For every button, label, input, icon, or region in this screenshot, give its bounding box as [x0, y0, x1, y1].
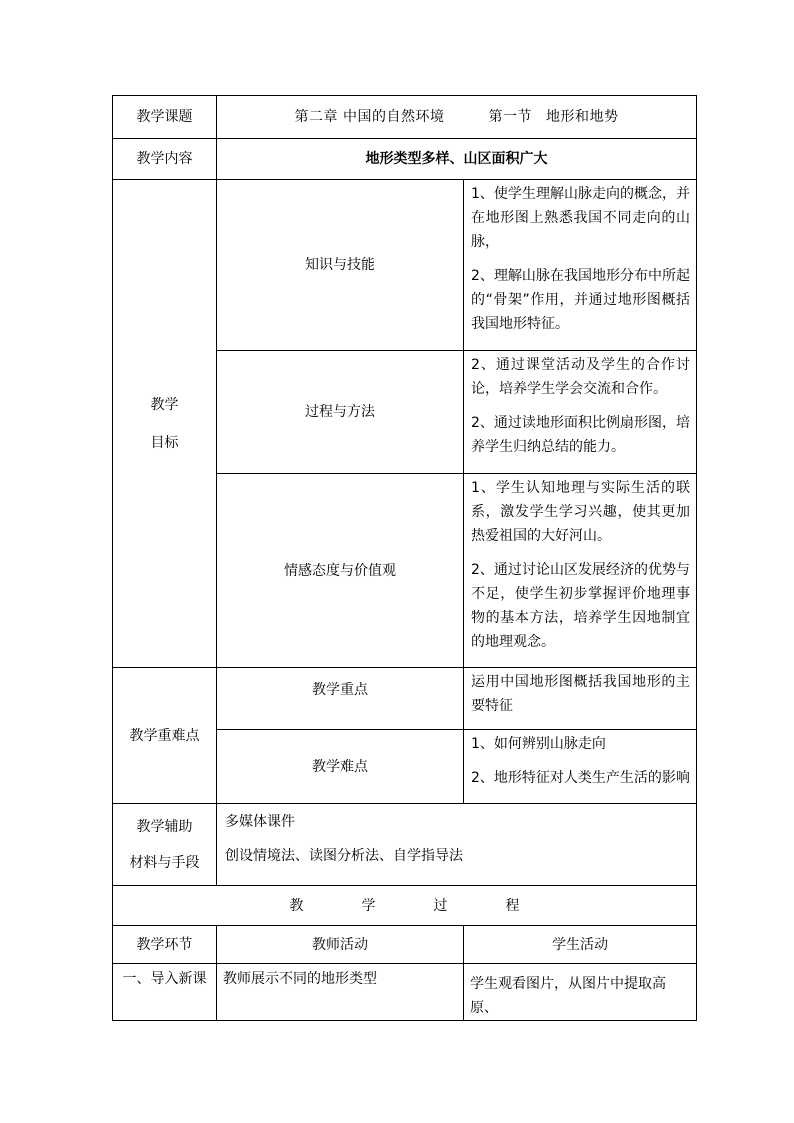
difficult-point-value — [464, 730, 697, 804]
aux-value: 多媒体课件 — [225, 814, 295, 830]
topic-value — [217, 96, 697, 139]
student-activity-cell: 学生观看图片，从图片中提取高原、 — [464, 964, 697, 1021]
process-heading-row — [113, 886, 697, 926]
topic-chapter: 第二章 中国的自然环境 — [294, 109, 445, 125]
difficult-point: 2、地形特征对人类生产生活的影响 — [471, 770, 690, 786]
lesson-plan-table — [112, 95, 697, 1021]
content-row — [113, 139, 697, 180]
topic-section: 第一节 — [488, 109, 532, 125]
objective-category: 知识与技能 — [217, 180, 464, 351]
topic-label: 教学课题 — [113, 96, 217, 139]
aux-label-line1: 教学辅助 — [136, 818, 193, 835]
table-row — [113, 964, 697, 1021]
process-char: 教 — [289, 897, 304, 914]
process-char: 学 — [361, 897, 376, 914]
topic-title: 地形和地势 — [545, 109, 619, 125]
key-point-value — [464, 668, 697, 730]
key-point-text: 运用中国地形图概括我国地形的主要特征 — [471, 674, 691, 714]
objective-point: 2、理解山脉在我国地形分布中所起的“骨架”作用，并通过地形图概括我国地形特征。 — [471, 268, 691, 332]
aux-row — [113, 804, 697, 886]
objectives-label — [113, 180, 217, 668]
process-char: 过 — [433, 897, 448, 914]
content-value: 地形类型多样、山区面积广大 — [217, 139, 697, 180]
objective-category: 过程与方法 — [217, 351, 464, 474]
objective-point: 1、使学生理解山脉走向的概念，并在地形图上熟悉我国不同走向的山脉， — [471, 186, 691, 250]
process-columns-row — [113, 926, 697, 964]
objectives-label-line2: 目标 — [150, 434, 179, 451]
objective-points — [464, 474, 697, 668]
objective-points — [464, 351, 697, 474]
objective-point: 2、通过课堂活动及学生的合作讨论，培养学生学会交流和合作。 — [471, 357, 691, 397]
content-label: 教学内容 — [113, 139, 217, 180]
key-point-row — [113, 668, 697, 730]
aux-label-line2: 材料与手段 — [129, 854, 200, 871]
stage-cell: 一、导入新课 — [113, 964, 217, 1021]
key-point-label: 教学重点 — [217, 668, 464, 730]
column-header-teacher: 教师活动 — [217, 926, 464, 964]
topic-row — [113, 96, 697, 139]
difficult-point-label: 教学难点 — [217, 730, 464, 804]
aux-label — [113, 804, 217, 886]
teacher-activity-cell: 教师展示不同的地形类型 — [217, 964, 464, 1021]
objective-points — [464, 180, 697, 351]
objectives-label-line1: 教学 — [150, 396, 179, 413]
aux-value: 创设情境法、读图分析法、自学指导法 — [225, 848, 463, 864]
key-difficult-label: 教学重难点 — [113, 668, 217, 804]
objective-point: 1、学生认知地理与实际生活的联系，激发学生学习兴趣，使其更加热爱祖国的大好河山。 — [471, 480, 691, 544]
objective-point: 2、通过读地形面积比例扇形图，培养学生归纳总结的能力。 — [471, 415, 691, 455]
process-char: 程 — [505, 897, 520, 914]
objective-point: 2、通过讨论山区发展经济的优势与不足，使学生初步掌握评价地理事物的基本方法，培养学生因地制宜的地理观念。 — [471, 562, 691, 650]
difficult-point: 1、如何辨别山脉走向 — [471, 736, 606, 752]
process-heading — [113, 886, 697, 926]
objective-row — [113, 180, 697, 351]
column-header-stage: 教学环节 — [113, 926, 217, 964]
objective-category: 情感态度与价值观 — [217, 474, 464, 668]
aux-values — [217, 804, 697, 886]
column-header-student: 学生活动 — [464, 926, 697, 964]
